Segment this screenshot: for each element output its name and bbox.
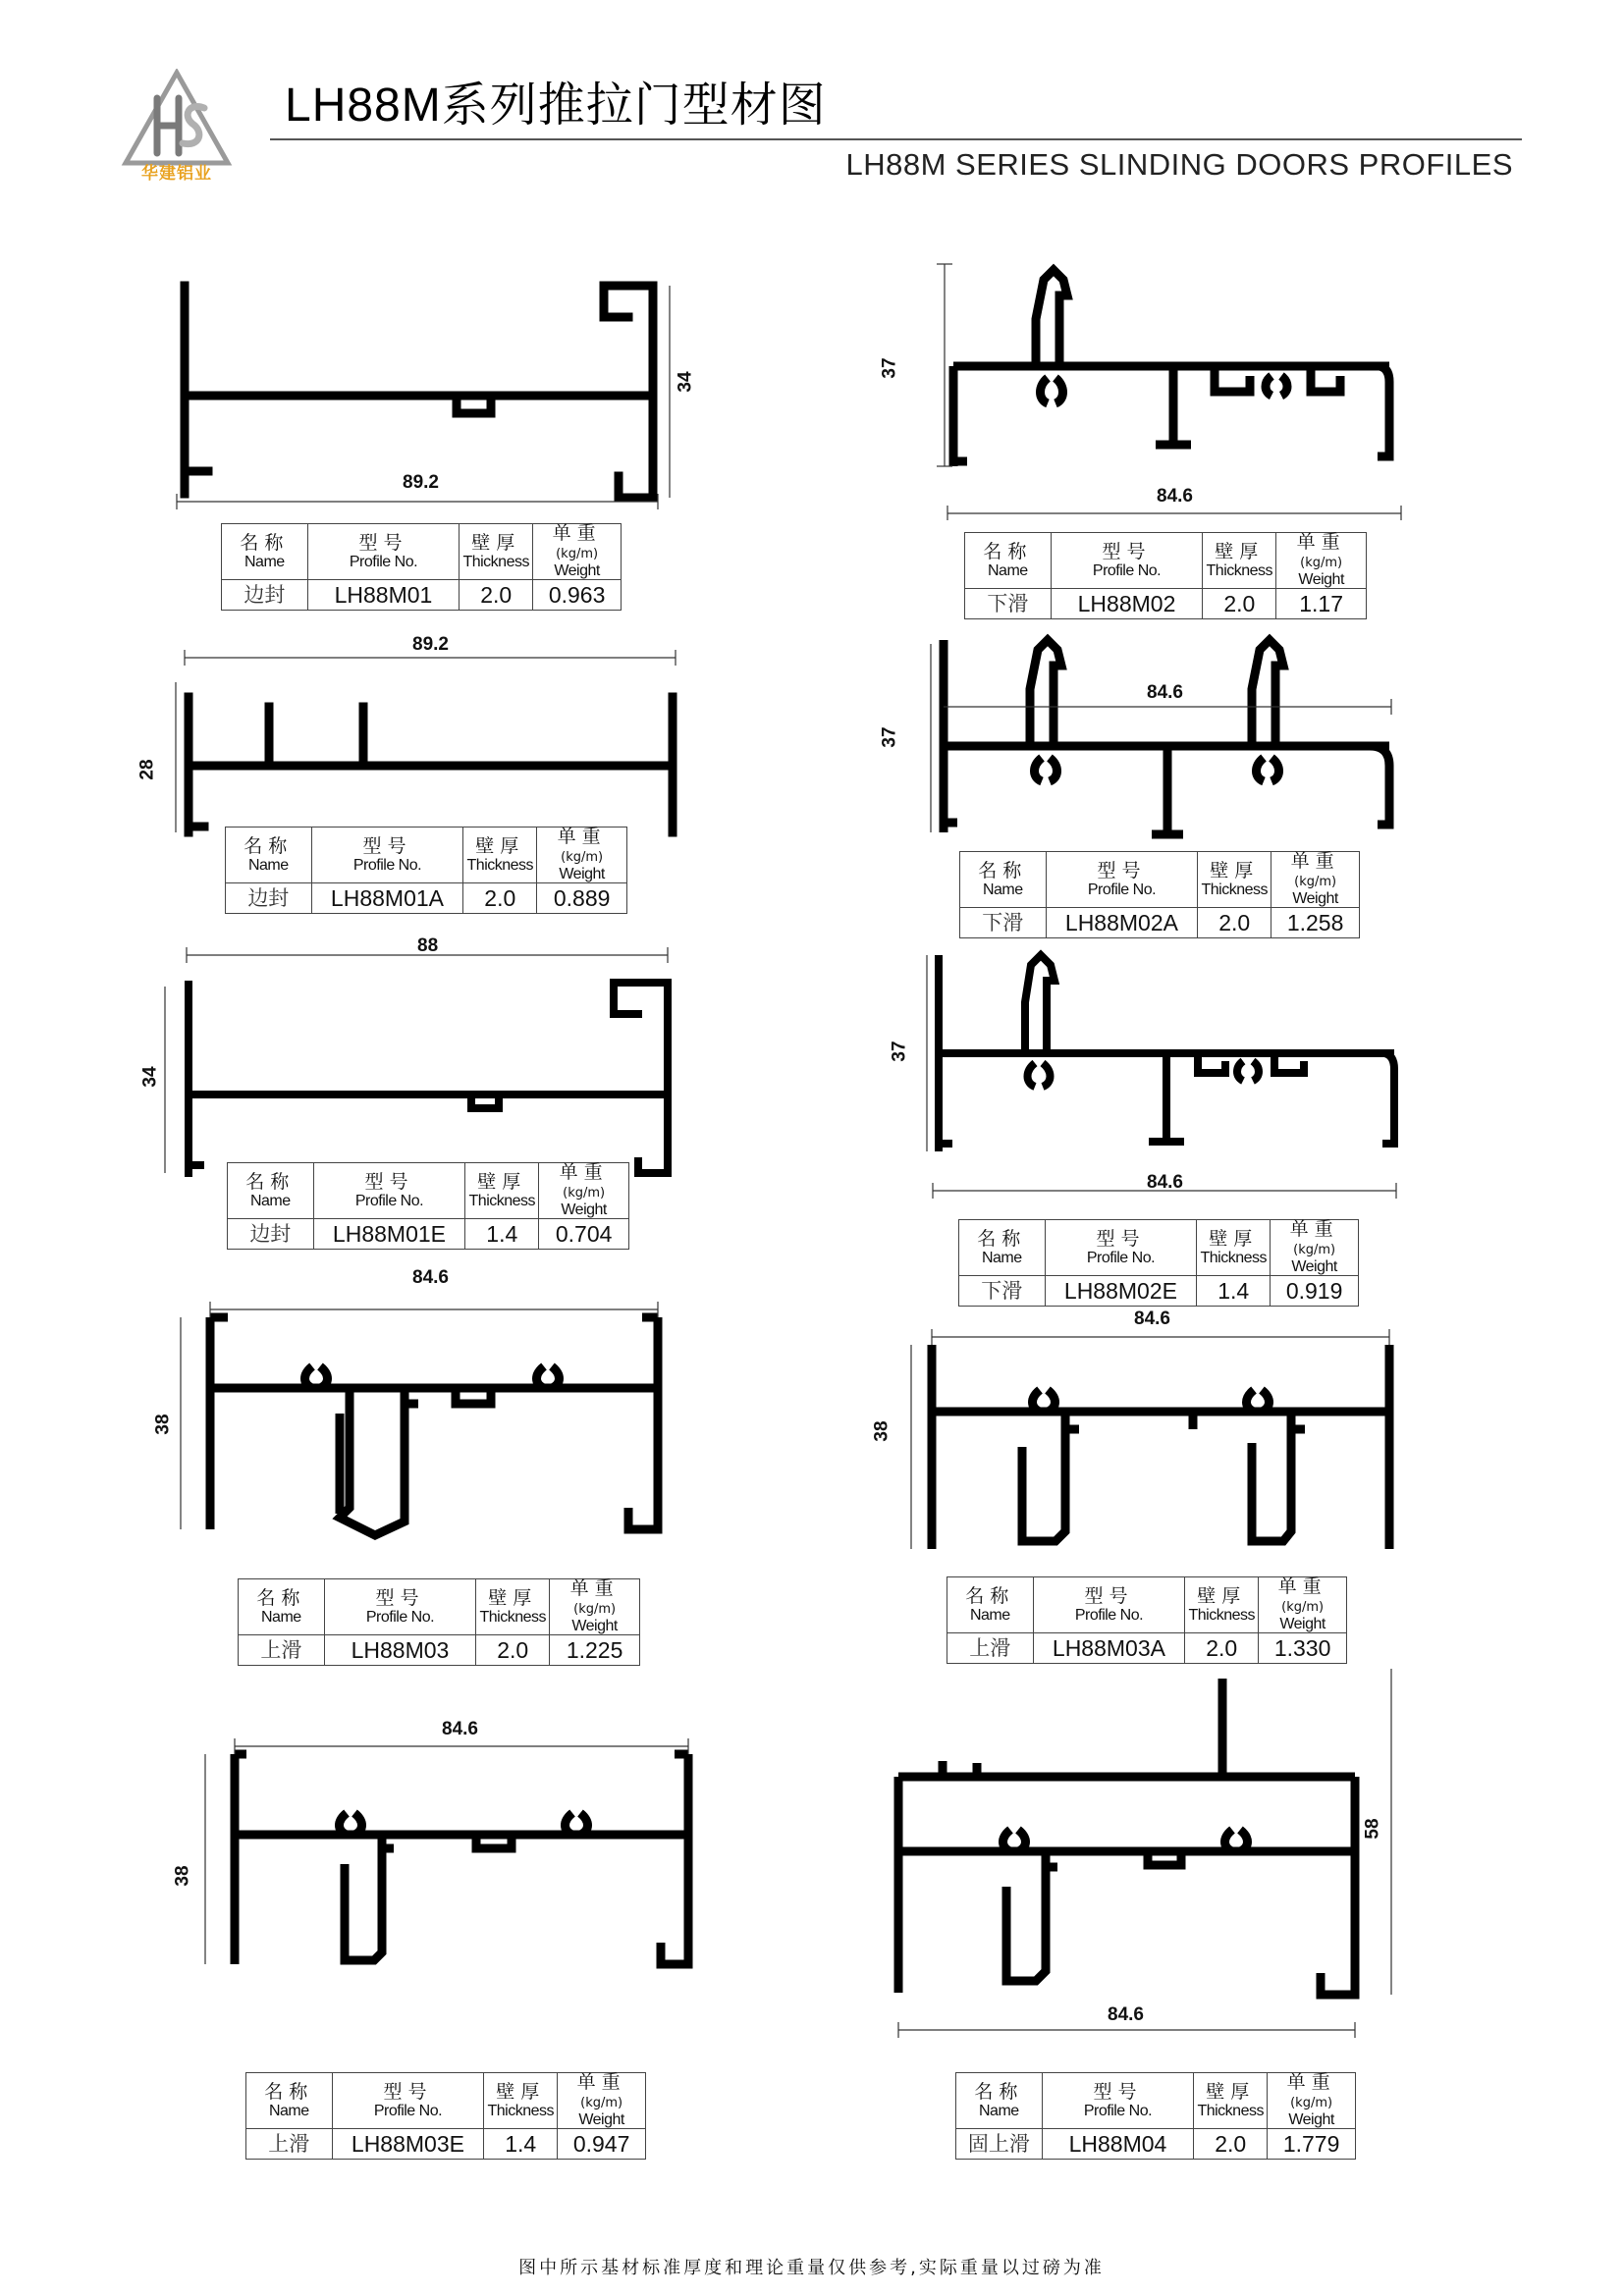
logo-text: 华建铝业 (141, 164, 212, 184)
cell-profile-no: LH88M01A (311, 883, 463, 914)
header-weight: 单重(kg/m) Weight (558, 2073, 646, 2129)
header-weight: 单重(kg/m) Weight (533, 524, 622, 580)
cell-name: 固上滑 (956, 2129, 1043, 2160)
profile-drawing-lh88m01 (167, 270, 717, 506)
header-name: 名称 Name (956, 2073, 1043, 2129)
dim-width-lh88m01e: 88 (417, 935, 439, 956)
cell-name: 边封 (226, 883, 312, 914)
spec-table-lh88m03e (245, 2072, 646, 2160)
header-thickness: 壁厚 Thickness (463, 828, 537, 883)
cell-weight: 0.963 (533, 580, 622, 611)
cell-profile-no: LH88M03A (1033, 1633, 1185, 1664)
header-thickness: 壁厚 Thickness (1185, 1577, 1259, 1633)
dim-height-lh88m01e: 34 (139, 1066, 161, 1088)
cell-profile-no: LH88M01E (313, 1219, 465, 1250)
dim-width-lh88m04: 84.6 (1108, 2004, 1144, 2025)
cell-weight: 0.889 (537, 883, 627, 914)
cell-weight: 1.330 (1259, 1633, 1347, 1664)
header-name: 名称 Name (947, 1577, 1034, 1633)
cell-weight: 1.17 (1276, 589, 1367, 619)
header-thickness: 壁厚 Thickness (1197, 1220, 1271, 1276)
cell-weight: 0.947 (558, 2129, 646, 2160)
cell-profile-no: LH88M01 (307, 580, 460, 611)
dim-height-lh88m03e: 38 (172, 1865, 193, 1887)
spec-table-lh88m01e (227, 1162, 629, 1250)
page-subtitle: LH88M SERIES SLINDING DOORS PROFILES (845, 147, 1513, 182)
spec-table-lh88m02a (959, 851, 1360, 938)
cell-name: 上滑 (947, 1633, 1034, 1664)
header-weight: 单重(kg/m) Weight (1276, 533, 1367, 589)
header-weight: 单重(kg/m) Weight (539, 1163, 629, 1219)
cell-profile-no: LH88M02A (1046, 908, 1198, 938)
cell-name: 边封 (228, 1219, 314, 1250)
spec-table-lh88m02e (958, 1219, 1359, 1307)
profile-drawing-lh88m02e (913, 947, 1404, 1188)
profile-drawing-lh88m03a (908, 1315, 1399, 1561)
dim-width-lh88m03: 84.6 (412, 1267, 449, 1288)
profile-drawing-lh88m03e (182, 1742, 712, 1978)
spec-table-lh88m02 (964, 532, 1367, 619)
profile-drawing-lh88m04 (889, 1669, 1414, 2042)
cell-thickness: 2.0 (1198, 908, 1271, 938)
header-profile: 型号 Profile No. (307, 524, 460, 580)
page-title: LH88M系列推拉门型材图 (285, 80, 827, 132)
header-thickness: 壁厚 Thickness (1194, 2073, 1268, 2129)
dim-height-lh88m03a: 38 (871, 1420, 893, 1442)
dim-height-lh88m02: 37 (879, 357, 900, 379)
cell-profile-no: LH88M02E (1045, 1276, 1197, 1307)
dim-width-lh88m03a: 84.6 (1134, 1308, 1170, 1329)
cell-thickness: 2.0 (1194, 2129, 1268, 2160)
dim-height-lh88m03: 38 (152, 1414, 174, 1435)
footer-note: 图中所示基材标准厚度和理论重量仅供参考,实际重量以过磅为准 (518, 2258, 1105, 2278)
header-weight: 单重(kg/m) Weight (1268, 2073, 1356, 2129)
cell-profile-no: LH88M03 (324, 1635, 476, 1666)
header-profile: 型号 Profile No. (332, 2073, 484, 2129)
profile-drawing-lh88m02a (908, 628, 1409, 854)
dim-height-lh88m02a: 37 (879, 726, 900, 748)
cell-thickness: 2.0 (476, 1635, 550, 1666)
header-profile: 型号 Profile No. (313, 1163, 465, 1219)
header-name: 名称 Name (965, 533, 1052, 589)
cell-thickness: 2.0 (460, 580, 533, 611)
header-weight: 单重(kg/m) Weight (1271, 1220, 1359, 1276)
cell-weight: 1.258 (1271, 908, 1360, 938)
spec-table-lh88m03a (947, 1576, 1347, 1664)
cell-name: 上滑 (246, 2129, 333, 2160)
header-profile: 型号 Profile No. (311, 828, 463, 883)
header-weight: 单重(kg/m) Weight (550, 1579, 640, 1635)
header-name: 名称 Name (959, 1220, 1046, 1276)
cell-weight: 0.704 (539, 1219, 629, 1250)
title-divider (270, 138, 1522, 140)
dim-height-lh88m02e: 37 (889, 1041, 910, 1062)
profile-drawing-lh88m03 (167, 1286, 677, 1541)
spec-table-lh88m04 (955, 2072, 1356, 2160)
dim-width-lh88m03e: 84.6 (442, 1719, 478, 1739)
header-thickness: 壁厚 Thickness (465, 1163, 539, 1219)
cell-name: 边封 (222, 580, 308, 611)
header-weight: 单重(kg/m) Weight (537, 828, 627, 883)
dim-width-lh88m01: 89.2 (403, 472, 439, 493)
cell-thickness: 1.4 (465, 1219, 539, 1250)
dim-width-lh88m02e: 84.6 (1147, 1172, 1183, 1193)
cell-thickness: 2.0 (463, 883, 537, 914)
profile-drawing-lh88m02 (938, 260, 1419, 520)
cell-profile-no: LH88M04 (1042, 2129, 1194, 2160)
cell-profile-no: LH88M02 (1051, 589, 1203, 619)
header-profile: 型号 Profile No. (1042, 2073, 1194, 2129)
header-thickness: 壁厚 Thickness (476, 1579, 550, 1635)
cell-thickness: 1.4 (1197, 1276, 1271, 1307)
header-profile: 型号 Profile No. (1046, 852, 1198, 908)
dim-width-lh88m02a: 84.6 (1147, 682, 1183, 703)
cell-weight: 0.919 (1271, 1276, 1359, 1307)
cell-name: 下滑 (960, 908, 1047, 938)
header-thickness: 壁厚 Thickness (1203, 533, 1276, 589)
header-name: 名称 Name (226, 828, 312, 883)
header-thickness: 壁厚 Thickness (1198, 852, 1271, 908)
header-profile: 型号 Profile No. (1045, 1220, 1197, 1276)
spec-table-lh88m01 (221, 523, 622, 611)
dim-height-lh88m04: 58 (1362, 1818, 1383, 1840)
dim-width-lh88m02: 84.6 (1157, 486, 1193, 507)
header-thickness: 壁厚 Thickness (460, 524, 533, 580)
cell-name: 下滑 (959, 1276, 1046, 1307)
header-name: 名称 Name (228, 1163, 314, 1219)
profile-drawing-lh88m01a (167, 638, 697, 834)
cell-weight: 1.225 (550, 1635, 640, 1666)
profile-drawing-lh88m01e (147, 957, 687, 1178)
cell-thickness: 2.0 (1185, 1633, 1259, 1664)
spec-table-lh88m01a (225, 827, 627, 914)
header-thickness: 壁厚 Thickness (484, 2073, 558, 2129)
cell-weight: 1.779 (1268, 2129, 1356, 2160)
header-name: 名称 Name (239, 1579, 325, 1635)
cell-profile-no: LH88M03E (332, 2129, 484, 2160)
dim-width-lh88m01a: 89.2 (412, 634, 449, 655)
header-profile: 型号 Profile No. (1033, 1577, 1185, 1633)
cell-name: 上滑 (239, 1635, 325, 1666)
header-profile: 型号 Profile No. (1051, 533, 1203, 589)
header-weight: 单重(kg/m) Weight (1271, 852, 1360, 908)
cell-thickness: 1.4 (484, 2129, 558, 2160)
header-profile: 型号 Profile No. (324, 1579, 476, 1635)
cell-thickness: 2.0 (1203, 589, 1276, 619)
header-name: 名称 Name (960, 852, 1047, 908)
header-weight: 单重(kg/m) Weight (1259, 1577, 1347, 1633)
dim-height-lh88m01a: 28 (136, 759, 158, 780)
dim-height-lh88m01: 34 (675, 371, 696, 393)
header-name: 名称 Name (222, 524, 308, 580)
spec-table-lh88m03 (238, 1578, 640, 1666)
header-name: 名称 Name (246, 2073, 333, 2129)
cell-name: 下滑 (965, 589, 1052, 619)
